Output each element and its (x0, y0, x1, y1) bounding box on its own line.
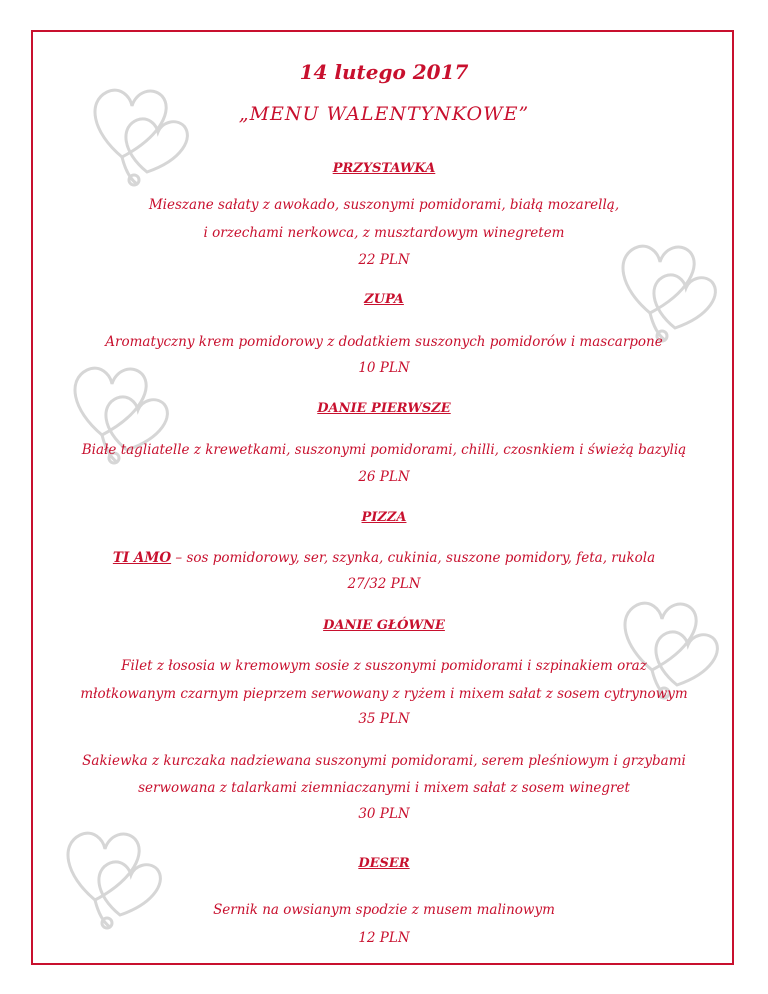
starter-description-line: Mieszane sałaty z awokado, suszonymi pomidorami, białą mozarellą, (148, 197, 620, 213)
pizza-description (0, 549, 768, 567)
section-title-starter: PRZYSTAWKA (332, 161, 436, 176)
first-course-price: 26 PLN (358, 469, 410, 485)
pizza-ingredients: – sos pomidorowy, ser, szynka, cukinia, suszone pomidory, feta, rukola (171, 550, 656, 566)
menu-date: 14 lutego 2017 (299, 60, 469, 84)
section-title-pizza: PIZZA (361, 510, 407, 525)
starter-price: 22 PLN (358, 252, 410, 268)
menu-title: „MENU WALENTYNKOWE” (238, 103, 530, 125)
main-dish1-description-line: Filet z łososia w kremowym sosie z suszonymi pomidorami i szpinakiem oraz (121, 658, 647, 674)
section-title-soup: ZUPA (364, 292, 404, 307)
section-title-dessert: DESER (358, 856, 410, 871)
main-dish2-description-line: Sakiewka z kurczaka nadziewana suszonymi pomidorami, serem pleśniowym i grzybami (82, 753, 686, 769)
soup-price: 10 PLN (358, 360, 410, 376)
main-dish1-description-line: młotkowanym czarnym pieprzem serwowany z ryżem i mixem sałat z sosem cytrynowym (80, 686, 688, 702)
dessert-price: 12 PLN (358, 930, 410, 946)
main-dish2-description-line: serwowana z talarkami ziemniaczanymi i mixem sałat z sosem winegret (138, 780, 630, 796)
main-dish2-price: 30 PLN (358, 806, 410, 822)
main-dish1-price: 35 PLN (358, 711, 410, 727)
starter-description-line: i orzechami nerkowca, z musztardowym winegretem (203, 225, 565, 241)
dessert-description: Sernik na owsianym spodzie z musem malinowym (213, 902, 555, 918)
pizza-name: TI AMO (112, 550, 172, 566)
section-title-main: DANIE GŁÓWNE (323, 618, 445, 633)
section-title-first-course: DANIE PIERWSZE (317, 401, 451, 416)
first-course-description: Białe tagliatelle z krewetkami, suszonymi pomidorami, chilli, czosnkiem i świeżą bazylią (81, 442, 687, 458)
soup-description: Aromatyczny krem pomidorowy z dodatkiem suszonych pomidorów i mascarpone (105, 334, 663, 350)
pizza-price: 27/32 PLN (347, 576, 421, 592)
